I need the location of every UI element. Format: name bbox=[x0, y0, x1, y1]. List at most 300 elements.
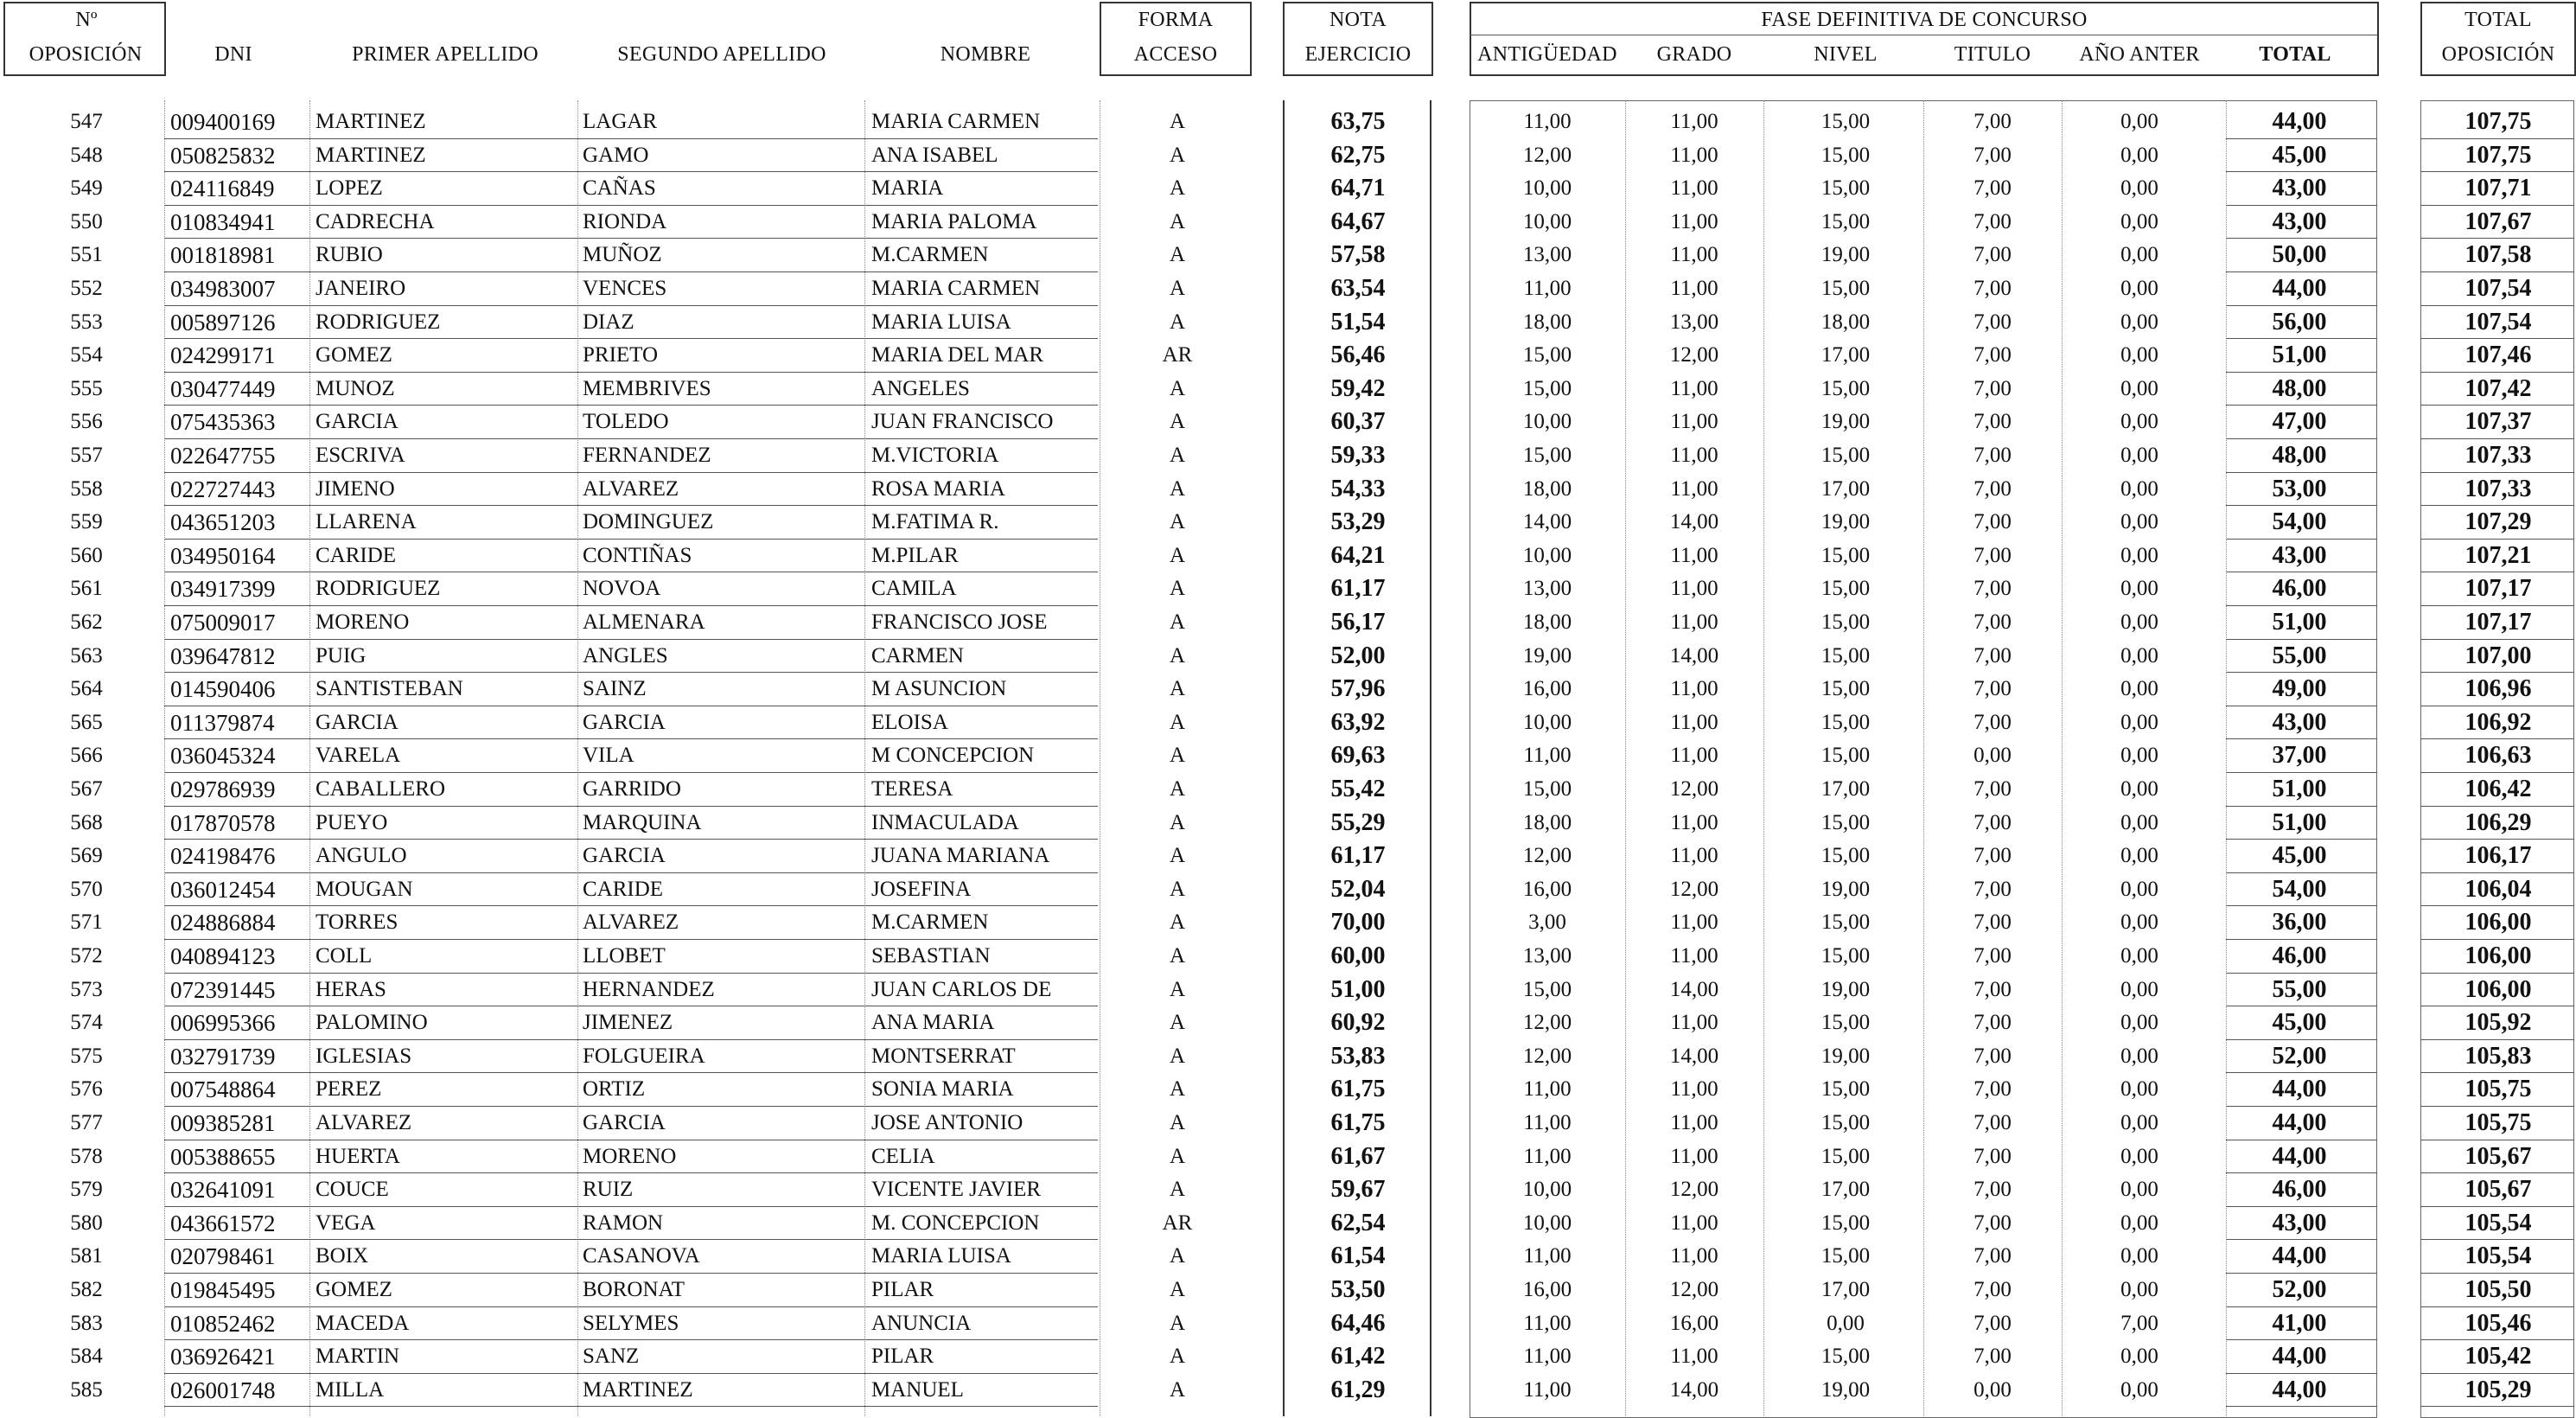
cell-total-op: 106,29 bbox=[2464, 808, 2532, 836]
cell-ap1: LLARENA bbox=[316, 510, 417, 534]
cell-nombre: JUANA MARIANA bbox=[871, 844, 1050, 868]
cell-nivel: 15,00 bbox=[1820, 744, 1871, 768]
cell-nombre: M.CARMEN bbox=[871, 243, 989, 267]
cell-total: 46,00 bbox=[2272, 942, 2327, 969]
cell-total: 46,00 bbox=[2272, 575, 2327, 603]
cell-ano: 0,00 bbox=[2120, 810, 2158, 834]
cell-ap1: GOMEZ bbox=[316, 1278, 392, 1301]
cell-forma: A bbox=[1169, 1311, 1186, 1335]
cell-ano: 0,00 bbox=[2120, 343, 2158, 367]
cell-ap1: CABALLERO bbox=[316, 777, 445, 801]
cell-total-op: 105,29 bbox=[2464, 1376, 2532, 1403]
cell-antig: 15,00 bbox=[1522, 376, 1572, 400]
cell-dni: 006995366 bbox=[170, 1010, 276, 1037]
cell-antig: 11,00 bbox=[1523, 744, 1572, 768]
cell-forma: A bbox=[1169, 444, 1186, 467]
header-segundo-apellido: SEGUNDO APELLIDO bbox=[617, 43, 826, 66]
cell-titulo: 7,00 bbox=[1973, 444, 2012, 467]
cell-ano: 0,00 bbox=[2120, 1111, 2158, 1134]
cell-num: 557 bbox=[70, 444, 103, 467]
cell-nombre: MARIA PALOMA bbox=[871, 209, 1037, 233]
cell-titulo: 7,00 bbox=[1973, 343, 2012, 367]
cell-ap1: VEGA bbox=[316, 1210, 376, 1235]
cell-nota: 64,67 bbox=[1330, 208, 1386, 235]
cell-forma: A bbox=[1169, 310, 1186, 334]
cell-nivel: 15,00 bbox=[1820, 1144, 1871, 1168]
header-num-bottom: OPOSICIÓN bbox=[29, 43, 143, 66]
cell-nota: 56,46 bbox=[1330, 342, 1386, 369]
cell-nombre: M CONCEPCION bbox=[871, 744, 1035, 768]
cell-ap2: GARCIA bbox=[583, 844, 666, 868]
cell-dni: 043651203 bbox=[170, 509, 276, 536]
cell-total-op: 105,50 bbox=[2464, 1276, 2532, 1303]
header-forma-bottom: ACCESO bbox=[1133, 43, 1218, 66]
header-titulo: TITULO bbox=[1954, 43, 2031, 66]
cell-total-op: 106,00 bbox=[2464, 909, 2532, 936]
cell-antig: 18,00 bbox=[1522, 310, 1572, 334]
cell-ano: 0,00 bbox=[2120, 1144, 2158, 1168]
cell-ap1: CARIDE bbox=[316, 543, 397, 567]
cell-titulo: 0,00 bbox=[1973, 744, 2012, 768]
cell-ap1: CADRECHA bbox=[316, 209, 435, 233]
cell-nivel: 15,00 bbox=[1820, 643, 1871, 667]
cell-nota: 61,75 bbox=[1330, 1109, 1386, 1136]
cell-ap2: SANZ bbox=[583, 1345, 640, 1369]
cell-grado: 11,00 bbox=[1670, 444, 1718, 467]
cell-ano: 0,00 bbox=[2120, 710, 2158, 734]
cell-antig: 14,00 bbox=[1522, 510, 1572, 534]
cell-ap2: DOMINGUEZ bbox=[583, 510, 714, 534]
cell-forma: A bbox=[1169, 476, 1186, 501]
cell-num: 578 bbox=[70, 1144, 103, 1168]
cell-titulo: 7,00 bbox=[1973, 643, 2012, 667]
cell-ano: 0,00 bbox=[2120, 510, 2158, 534]
cell-titulo: 7,00 bbox=[1973, 710, 2012, 734]
cell-nota: 61,17 bbox=[1330, 575, 1386, 603]
cell-num: 555 bbox=[70, 376, 103, 400]
cell-ano: 0,00 bbox=[2120, 110, 2158, 133]
cell-nombre: ANA MARIA bbox=[871, 1011, 995, 1035]
cell-antig: 15,00 bbox=[1522, 444, 1572, 467]
cell-total: 44,00 bbox=[2272, 1376, 2327, 1403]
cell-antig: 11,00 bbox=[1523, 1311, 1572, 1335]
cell-nivel: 15,00 bbox=[1820, 944, 1871, 968]
cell-grado: 14,00 bbox=[1669, 510, 1719, 534]
cell-antig: 10,00 bbox=[1522, 1178, 1572, 1202]
cell-total-op: 107,17 bbox=[2464, 575, 2532, 603]
cell-nivel: 17,00 bbox=[1820, 343, 1871, 367]
cell-nivel: 19,00 bbox=[1820, 977, 1871, 1001]
cell-ap1: IGLESIAS bbox=[316, 1044, 412, 1068]
cell-antig: 11,00 bbox=[1523, 1377, 1572, 1402]
cell-grado: 11,00 bbox=[1670, 476, 1718, 501]
cell-num: 572 bbox=[70, 944, 103, 968]
cell-dni: 019845495 bbox=[170, 1277, 276, 1303]
cell-ap2: MUÑOZ bbox=[583, 243, 662, 267]
cell-nivel: 0,00 bbox=[1827, 1311, 1865, 1335]
cell-titulo: 7,00 bbox=[1973, 176, 2012, 201]
cell-titulo: 7,00 bbox=[1973, 1311, 2012, 1335]
cell-nombre: M ASUNCION bbox=[871, 677, 1007, 701]
cell-num: 552 bbox=[70, 277, 103, 300]
cell-ano: 0,00 bbox=[2120, 910, 2158, 935]
cell-nombre: MARIA CARMEN bbox=[871, 277, 1041, 300]
cell-nota: 54,33 bbox=[1330, 475, 1386, 502]
cell-total-op: 106,04 bbox=[2464, 875, 2532, 903]
cell-ap1: PEREZ bbox=[316, 1077, 382, 1102]
cell-dni: 050825832 bbox=[170, 142, 276, 169]
cell-dni: 024116849 bbox=[170, 176, 275, 202]
cell-antig: 10,00 bbox=[1522, 209, 1572, 233]
cell-dni: 005388655 bbox=[170, 1143, 276, 1170]
cell-dni: 009400169 bbox=[170, 109, 276, 135]
cell-nivel: 15,00 bbox=[1820, 1011, 1871, 1035]
cell-ap1: MACEDA bbox=[316, 1311, 410, 1335]
cell-titulo: 7,00 bbox=[1973, 1345, 2012, 1369]
cell-total: 48,00 bbox=[2272, 442, 2327, 469]
cell-num: 565 bbox=[70, 710, 103, 734]
cell-titulo: 7,00 bbox=[1973, 476, 2012, 501]
cell-ap2: GARRIDO bbox=[583, 777, 681, 801]
cell-grado: 11,00 bbox=[1670, 277, 1718, 300]
cell-total: 46,00 bbox=[2272, 1176, 2327, 1204]
cell-ano: 0,00 bbox=[2120, 677, 2158, 701]
cell-num: 551 bbox=[70, 243, 103, 267]
cell-ap1: COLL bbox=[316, 944, 373, 968]
cell-forma: AR bbox=[1162, 1210, 1193, 1235]
cell-ap1: VARELA bbox=[316, 744, 401, 768]
cell-titulo: 7,00 bbox=[1973, 243, 2012, 267]
cell-forma: A bbox=[1169, 176, 1186, 201]
cell-titulo: 7,00 bbox=[1973, 209, 2012, 233]
cell-forma: A bbox=[1169, 1044, 1186, 1068]
cell-ap1: MILLA bbox=[316, 1377, 385, 1402]
cell-nombre: FRANCISCO JOSE bbox=[871, 610, 1048, 634]
cell-antig: 10,00 bbox=[1522, 710, 1572, 734]
cell-ano: 0,00 bbox=[2120, 1278, 2158, 1301]
cell-antig: 16,00 bbox=[1522, 677, 1572, 701]
cell-dni: 075435363 bbox=[170, 409, 276, 436]
cell-nombre: MARIA DEL MAR bbox=[871, 343, 1044, 367]
cell-titulo: 7,00 bbox=[1973, 1210, 2012, 1235]
cell-nota: 69,63 bbox=[1330, 742, 1386, 770]
cell-ano: 0,00 bbox=[2120, 643, 2158, 667]
cell-forma: A bbox=[1169, 1178, 1186, 1202]
cell-titulo: 7,00 bbox=[1973, 1077, 2012, 1102]
cell-grado: 11,00 bbox=[1670, 410, 1718, 434]
cell-total-op: 105,54 bbox=[2464, 1242, 2532, 1270]
cell-ano: 0,00 bbox=[2120, 1077, 2158, 1102]
cell-ap2: GARCIA bbox=[583, 710, 666, 734]
cell-nota: 57,96 bbox=[1330, 675, 1386, 703]
cell-ap1: GARCIA bbox=[316, 410, 399, 434]
cell-num: 577 bbox=[70, 1111, 103, 1134]
cell-total: 44,00 bbox=[2272, 275, 2327, 302]
cell-nivel: 15,00 bbox=[1820, 810, 1871, 834]
column-separator bbox=[164, 100, 165, 1416]
cell-total-op: 107,67 bbox=[2464, 208, 2532, 235]
cell-nivel: 15,00 bbox=[1820, 1210, 1871, 1235]
cell-dni: 014590406 bbox=[170, 676, 276, 703]
cell-grado: 11,00 bbox=[1670, 1345, 1718, 1369]
cell-nota: 59,33 bbox=[1330, 442, 1386, 469]
cell-total-op: 105,83 bbox=[2464, 1042, 2532, 1070]
cell-ap2: ALVAREZ bbox=[583, 910, 679, 935]
cell-total: 47,00 bbox=[2272, 408, 2327, 436]
cell-grado: 11,00 bbox=[1670, 710, 1718, 734]
cell-ano: 0,00 bbox=[2120, 877, 2158, 901]
cell-ap2: FOLGUEIRA bbox=[583, 1044, 705, 1068]
cell-total: 50,00 bbox=[2272, 241, 2327, 269]
cell-ap1: JANEIRO bbox=[316, 277, 406, 300]
cell-nombre: TERESA bbox=[871, 777, 953, 801]
cell-total-op: 107,54 bbox=[2464, 308, 2532, 335]
cell-total: 45,00 bbox=[2272, 141, 2327, 169]
cell-total-op: 107,54 bbox=[2464, 275, 2532, 302]
cell-forma: A bbox=[1169, 810, 1186, 834]
cell-ano: 0,00 bbox=[2120, 977, 2158, 1001]
cell-total: 43,00 bbox=[2272, 208, 2327, 235]
cell-nombre: ANGELES bbox=[871, 376, 970, 400]
cell-nota: 60,92 bbox=[1330, 1009, 1386, 1037]
cell-ano: 0,00 bbox=[2120, 310, 2158, 334]
cell-num: 571 bbox=[70, 910, 103, 935]
cell-dni: 001818981 bbox=[170, 242, 276, 269]
cell-nombre: INMACULADA bbox=[871, 810, 1019, 834]
cell-dni: 039647812 bbox=[170, 642, 276, 669]
cell-antig: 13,00 bbox=[1522, 944, 1572, 968]
cell-grado: 14,00 bbox=[1669, 1377, 1719, 1402]
cell-total: 51,00 bbox=[2272, 609, 2327, 636]
cell-ap2: CAÑAS bbox=[583, 176, 656, 201]
cell-nombre: ANUNCIA bbox=[871, 1311, 972, 1335]
cell-forma: A bbox=[1169, 610, 1186, 634]
cell-nota: 61,67 bbox=[1330, 1142, 1386, 1170]
cell-ap2: MEMBRIVES bbox=[583, 376, 711, 400]
cell-total: 37,00 bbox=[2272, 742, 2327, 770]
cell-ap2: SAINZ bbox=[583, 677, 647, 701]
cell-total: 41,00 bbox=[2272, 1309, 2327, 1337]
cell-nivel: 19,00 bbox=[1820, 1377, 1871, 1402]
cell-total-op: 105,75 bbox=[2464, 1109, 2532, 1136]
cell-nota: 61,17 bbox=[1330, 842, 1386, 870]
cell-num: 550 bbox=[70, 209, 103, 233]
cell-ap1: TORRES bbox=[316, 910, 399, 935]
cell-nombre: VICENTE JAVIER bbox=[871, 1178, 1042, 1202]
cell-grado: 11,00 bbox=[1670, 844, 1718, 868]
cell-ap2: MORENO bbox=[583, 1144, 677, 1168]
cell-antig: 18,00 bbox=[1522, 810, 1572, 834]
cell-forma: AR bbox=[1162, 343, 1193, 367]
cell-nivel: 19,00 bbox=[1820, 1044, 1871, 1068]
cell-forma: A bbox=[1169, 677, 1186, 701]
cell-total: 44,00 bbox=[2272, 1142, 2327, 1170]
cell-forma: A bbox=[1169, 1011, 1186, 1035]
cell-total-op: 106,63 bbox=[2464, 742, 2532, 770]
header-num-top: Nº bbox=[75, 9, 98, 31]
cell-grado: 11,00 bbox=[1670, 577, 1718, 601]
cell-nivel: 15,00 bbox=[1820, 1111, 1871, 1134]
cell-ano: 0,00 bbox=[2120, 277, 2158, 300]
cell-nota: 57,58 bbox=[1330, 241, 1386, 269]
cell-titulo: 7,00 bbox=[1973, 577, 2012, 601]
cell-grado: 11,00 bbox=[1670, 110, 1718, 133]
cell-grado: 11,00 bbox=[1670, 944, 1718, 968]
cell-antig: 10,00 bbox=[1522, 176, 1572, 201]
cell-forma: A bbox=[1169, 143, 1186, 167]
cell-nivel: 15,00 bbox=[1820, 610, 1871, 634]
cell-total-op: 107,33 bbox=[2464, 475, 2532, 502]
cell-titulo: 7,00 bbox=[1973, 677, 2012, 701]
cell-grado: 11,00 bbox=[1670, 1244, 1718, 1268]
cell-nivel: 17,00 bbox=[1820, 1178, 1871, 1202]
cell-antig: 15,00 bbox=[1522, 977, 1572, 1001]
cell-ap1: GARCIA bbox=[316, 710, 399, 734]
cell-nombre: MARIA LUISA bbox=[871, 1244, 1011, 1268]
cell-nota: 53,29 bbox=[1330, 508, 1386, 536]
cell-titulo: 7,00 bbox=[1973, 1044, 2012, 1068]
cell-dni: 072391445 bbox=[170, 976, 276, 1003]
cell-titulo: 7,00 bbox=[1973, 1011, 2012, 1035]
cell-ap1: HERAS bbox=[316, 977, 386, 1001]
cell-ap2: HERNANDEZ bbox=[583, 977, 715, 1001]
cell-antig: 11,00 bbox=[1523, 110, 1572, 133]
cell-antig: 12,00 bbox=[1522, 1044, 1572, 1068]
cell-total: 43,00 bbox=[2272, 175, 2327, 202]
cell-ano: 0,00 bbox=[2120, 944, 2158, 968]
cell-grado: 11,00 bbox=[1670, 1011, 1718, 1035]
cell-grado: 14,00 bbox=[1669, 1044, 1719, 1068]
cell-dni: 043661572 bbox=[170, 1210, 276, 1236]
cell-titulo: 7,00 bbox=[1973, 376, 2012, 400]
column-separator bbox=[309, 100, 310, 1416]
cell-grado: 11,00 bbox=[1670, 376, 1718, 400]
cell-forma: A bbox=[1169, 844, 1186, 868]
cell-ano: 7,00 bbox=[2120, 1311, 2158, 1335]
cell-total: 56,00 bbox=[2272, 308, 2327, 335]
cell-nota: 53,83 bbox=[1330, 1042, 1386, 1070]
cell-ap2: GAMO bbox=[583, 143, 649, 167]
cell-forma: A bbox=[1169, 243, 1186, 267]
cell-total-op: 106,42 bbox=[2464, 776, 2532, 802]
cell-nota: 61,75 bbox=[1330, 1076, 1386, 1103]
cell-dni: 022647755 bbox=[170, 443, 276, 469]
cell-grado: 11,00 bbox=[1670, 744, 1718, 768]
cell-nombre: MARIA bbox=[871, 176, 944, 201]
cell-nota: 61,29 bbox=[1330, 1376, 1386, 1403]
cell-dni: 024198476 bbox=[170, 843, 276, 870]
cell-forma: A bbox=[1169, 1077, 1186, 1102]
cell-nota: 61,42 bbox=[1330, 1343, 1386, 1370]
cell-dni: 034917399 bbox=[170, 576, 276, 603]
cell-forma: A bbox=[1169, 543, 1186, 567]
cell-nombre: CAMILA bbox=[871, 577, 957, 601]
cell-antig: 11,00 bbox=[1523, 1345, 1572, 1369]
cell-total-op: 106,00 bbox=[2464, 975, 2532, 1003]
cell-nota: 59,67 bbox=[1330, 1176, 1386, 1204]
cell-ap2: CASANOVA bbox=[583, 1244, 700, 1268]
cell-total-op: 105,67 bbox=[2464, 1176, 2532, 1204]
cell-nombre: JUAN FRANCISCO bbox=[871, 410, 1054, 434]
cell-total: 44,00 bbox=[2272, 1242, 2327, 1270]
cell-total-op: 107,33 bbox=[2464, 442, 2532, 469]
header-dni: DNI bbox=[214, 43, 252, 66]
cell-total: 43,00 bbox=[2272, 708, 2327, 736]
cell-nota: 53,50 bbox=[1330, 1276, 1386, 1303]
cell-grado: 12,00 bbox=[1669, 877, 1719, 901]
cell-antig: 11,00 bbox=[1523, 1244, 1572, 1268]
cell-antig: 16,00 bbox=[1522, 1278, 1572, 1301]
cell-total: 45,00 bbox=[2272, 842, 2327, 870]
header-total: TOTAL bbox=[2259, 43, 2331, 66]
cell-ap2: FERNANDEZ bbox=[583, 444, 711, 467]
cell-nota: 51,00 bbox=[1330, 975, 1386, 1003]
cell-grado: 14,00 bbox=[1669, 977, 1719, 1001]
header-nota-top: NOTA bbox=[1329, 9, 1387, 31]
cell-forma: A bbox=[1169, 744, 1186, 768]
cell-total-op: 107,29 bbox=[2464, 508, 2532, 536]
cell-ano: 0,00 bbox=[2120, 543, 2158, 567]
cell-total-op: 105,54 bbox=[2464, 1209, 2532, 1236]
cell-titulo: 7,00 bbox=[1973, 1278, 2012, 1301]
cell-num: 585 bbox=[70, 1377, 103, 1402]
cell-total: 51,00 bbox=[2272, 342, 2327, 369]
cell-antig: 3,00 bbox=[1528, 910, 1566, 935]
cell-ap1: GOMEZ bbox=[316, 343, 392, 367]
cell-num: 566 bbox=[70, 744, 103, 768]
cell-nota: 61,54 bbox=[1330, 1242, 1386, 1270]
cell-num: 569 bbox=[70, 844, 103, 868]
cell-nivel: 17,00 bbox=[1820, 1278, 1871, 1301]
cell-nota: 51,54 bbox=[1330, 308, 1386, 335]
cell-nombre: MANUEL bbox=[871, 1377, 964, 1402]
cell-num: 580 bbox=[70, 1210, 103, 1235]
cell-dni: 009385281 bbox=[170, 1110, 276, 1136]
header-nombre: NOMBRE bbox=[940, 43, 1031, 66]
cell-ap2: SELYMES bbox=[583, 1311, 679, 1335]
cell-antig: 13,00 bbox=[1522, 577, 1572, 601]
cell-titulo: 7,00 bbox=[1973, 1178, 2012, 1202]
cell-dni: 010834941 bbox=[170, 208, 276, 235]
cell-titulo: 7,00 bbox=[1973, 277, 2012, 300]
cell-titulo: 7,00 bbox=[1973, 844, 2012, 868]
cell-ano: 0,00 bbox=[2120, 1210, 2158, 1235]
cell-dni: 024886884 bbox=[170, 910, 276, 936]
cell-ap1: MARTINEZ bbox=[316, 110, 426, 133]
cell-forma: A bbox=[1169, 1345, 1186, 1369]
cell-dni: 040894123 bbox=[170, 943, 276, 969]
cell-nombre: ANA ISABEL bbox=[871, 143, 998, 167]
cell-ano: 0,00 bbox=[2120, 744, 2158, 768]
cell-ap2: LLOBET bbox=[583, 944, 666, 968]
cell-total-op: 106,00 bbox=[2464, 942, 2532, 969]
cell-total-op: 105,67 bbox=[2464, 1142, 2532, 1170]
cell-grado: 11,00 bbox=[1670, 677, 1718, 701]
cell-titulo: 7,00 bbox=[1973, 110, 2012, 133]
cell-forma: A bbox=[1169, 944, 1186, 968]
cell-antig: 12,00 bbox=[1522, 143, 1572, 167]
cell-dni: 036045324 bbox=[170, 743, 276, 770]
cell-nombre: PILAR bbox=[871, 1345, 934, 1369]
cell-num: 584 bbox=[70, 1345, 103, 1369]
cell-nota: 52,04 bbox=[1330, 875, 1386, 903]
cell-total: 45,00 bbox=[2272, 1009, 2327, 1037]
cell-ap1: LOPEZ bbox=[316, 176, 383, 201]
cell-titulo: 7,00 bbox=[1973, 143, 2012, 167]
cell-nota: 60,00 bbox=[1330, 942, 1386, 969]
cell-total-op: 107,46 bbox=[2464, 342, 2532, 369]
cell-dni: 010852462 bbox=[170, 1310, 276, 1337]
